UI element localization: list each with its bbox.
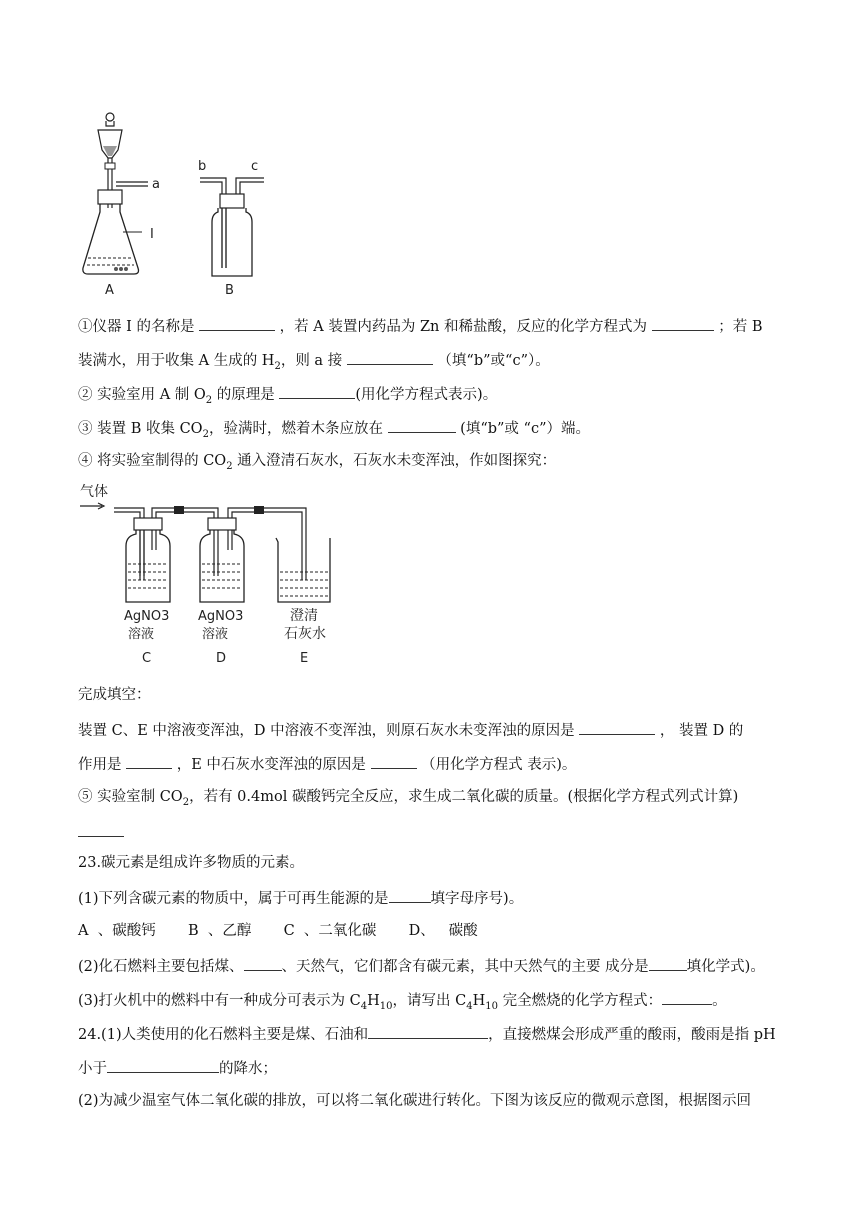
q23-3-sub-1: 4 [360,1000,368,1012]
q5-text-1: ⑤ 实验室制 CO [78,789,183,805]
answer-blank-co2-mass[interactable] [78,820,124,837]
question-24-line-2 [78,1056,277,1080]
question-23-1 [78,886,523,910]
q23-3-h-1: H [367,993,380,1009]
q3-sub: 2 [202,428,209,440]
c-caption: C [142,651,152,666]
q24-text-3: 小于 [78,1061,107,1077]
question-5-answer [78,820,124,844]
answer-blank-instrument-name[interactable] [199,314,275,331]
q23-3-text-3: 完全燃烧的化学方程式： [498,993,663,1009]
q23-3-sub-4: 10 [485,1000,498,1012]
question-24-line-1 [78,1022,776,1046]
caption-A: A [105,283,114,298]
q24-text-2: ，直接燃煤会形成严重的酸雨，酸雨是指 pH [488,1027,776,1043]
q4fill-text-1: 装置 C、E 中溶液变浑浊，D 中溶液不变浑浊，则原石灰水未变浑浊的原因是 [78,723,575,739]
q1-text-6: （填“b”或“c”）。 [437,353,550,369]
q5-sub: 2 [182,796,190,808]
c-label-1: AgNO3 [124,609,170,624]
answer-blank-d-role[interactable] [126,752,172,769]
label-b: b [198,159,207,174]
answer-blank-combustion[interactable] [662,988,712,1005]
q3-text-2: ，验满时，燃着木条应放在 [208,421,383,437]
q1-text-3: ；若 B [718,319,763,335]
q4fill-text-3: 作用是 [78,757,122,773]
q23-1-text-2: 填字母序号)。 [430,891,524,907]
d-label-1: AgNO3 [198,609,244,624]
q4-text-1: ④ 将实验室制得的 CO [78,453,227,469]
q4fill-text-2: ， 装置 D 的 [659,723,744,739]
e-label-1: 澄清 [290,608,318,624]
answer-blank-ph[interactable] [107,1056,219,1073]
q23-2-text-2: 、天然气，它们都含有碳元素，其中天然气的主要 成分是 [281,959,649,975]
answer-blank-equation-zn[interactable] [652,314,714,331]
q4-text-2: 通入澄清石灰水，石灰水未变浑浊，作如图探究： [232,453,557,469]
q23-2-text-1: (2)化石燃料主要包括煤、 [78,959,244,975]
d-label-2: 溶液 [202,627,229,642]
q4fill-text-4: ，E 中石灰水变浑浊的原因是 [176,757,366,773]
question-23-2 [78,954,765,978]
answer-blank-e-equation[interactable] [371,752,417,769]
q23-3-sub-3: 4 [466,1000,473,1012]
c-label-2: 溶液 [128,627,155,642]
q1-text-5: ，则 a 接 [280,353,343,369]
q2-text-3: (用化学方程式表示)。 [355,387,498,403]
question-23-title: 23.碳元素是组成许多物质的元素。 [78,855,305,871]
q23-3-text-4: 。 [712,993,727,1009]
q2-text-1: ② 实验室用 A 制 O [78,387,206,403]
q1-text-4: 装满水，用于收集 A 生成的 H [78,353,275,369]
label-c: c [251,159,259,174]
question-4 [78,450,556,478]
q23-3-text-1: (3)打火机中的燃料中有一种成分可表示为 C [78,993,361,1009]
q1-text-2: ，若 A 装置内药品为 Zn 和稀盐酸，反应的化学方程式为 [279,319,647,335]
question-24-line-3: (2)为减少温室气体二氧化碳的排放，可以将二氧化碳进行转化。下图为该反应的微观示意图，根据图示回 [78,1093,752,1109]
q2-text-2: 的原理是 [212,387,275,403]
question-4-fill-line-2 [78,752,576,776]
q24-text-4: 的降水； [219,1061,277,1077]
answer-blank-connect[interactable] [347,348,433,365]
answer-blank-fossil-fuel[interactable] [244,954,282,971]
q2-sub: 2 [205,394,213,406]
answer-blank-end[interactable] [388,416,456,433]
q23-2-text-3: 填化学式)。 [686,959,765,975]
answer-blank-gas-formula[interactable] [649,954,687,971]
question-2 [78,382,497,412]
fill-header: 完成填空： [78,687,151,703]
q3-text-3: (填“b”或 “c”）端。 [460,421,590,437]
q23-3-text-2: ，请写出 C [392,993,467,1009]
question-3 [78,416,590,446]
apparatus-figure-cde [78,480,348,670]
label-a: a [152,177,160,192]
q5-text-2: ，若有 0.4mol 碳酸钙完全反应，求生成二氧化碳的质量。(根据化学方程式列式计算) [189,789,739,805]
q3-text-1: ③ 装置 B 收集 CO [78,421,203,437]
q23-1-text-1: (1)下列含碳元素的物质中，属于可再生能源的是 [78,891,389,907]
answer-blank-reason[interactable] [579,718,655,735]
question-23-options: A 、碳酸钙 B 、乙醇 C 、二氧化碳 D、 碳酸 [78,923,478,939]
e-label-2: 石灰水 [284,626,326,642]
question-23-3 [78,988,727,1018]
e-caption: E [300,651,309,666]
q23-3-h-2: H [472,993,486,1009]
q4fill-text-5: （用化学方程式 表示)。 [421,757,577,773]
question-4-fill-line-1 [78,718,743,742]
question-1-line-2 [78,348,550,378]
q1-text-1: ①仪器 I 的名称是 [78,319,195,335]
question-1-line-1 [78,314,762,338]
answer-blank-fossil-fuel-3[interactable] [368,1022,488,1039]
apparatus-figure-ab [78,108,278,300]
gas-label: 气体 [80,484,108,500]
question-5 [78,786,738,814]
q24-text-1: 24.(1)人类使用的化石燃料主要是煤、石油和 [78,1027,369,1043]
label-I: I [150,227,154,242]
answer-blank-renewable[interactable] [389,886,431,903]
q4-sub: 2 [226,460,233,472]
q23-3-sub-2: 10 [379,1000,393,1012]
d-caption: D [216,651,227,666]
answer-blank-o2-equation[interactable] [279,382,355,399]
q1-sub: 2 [274,360,281,372]
caption-B: B [225,283,234,298]
